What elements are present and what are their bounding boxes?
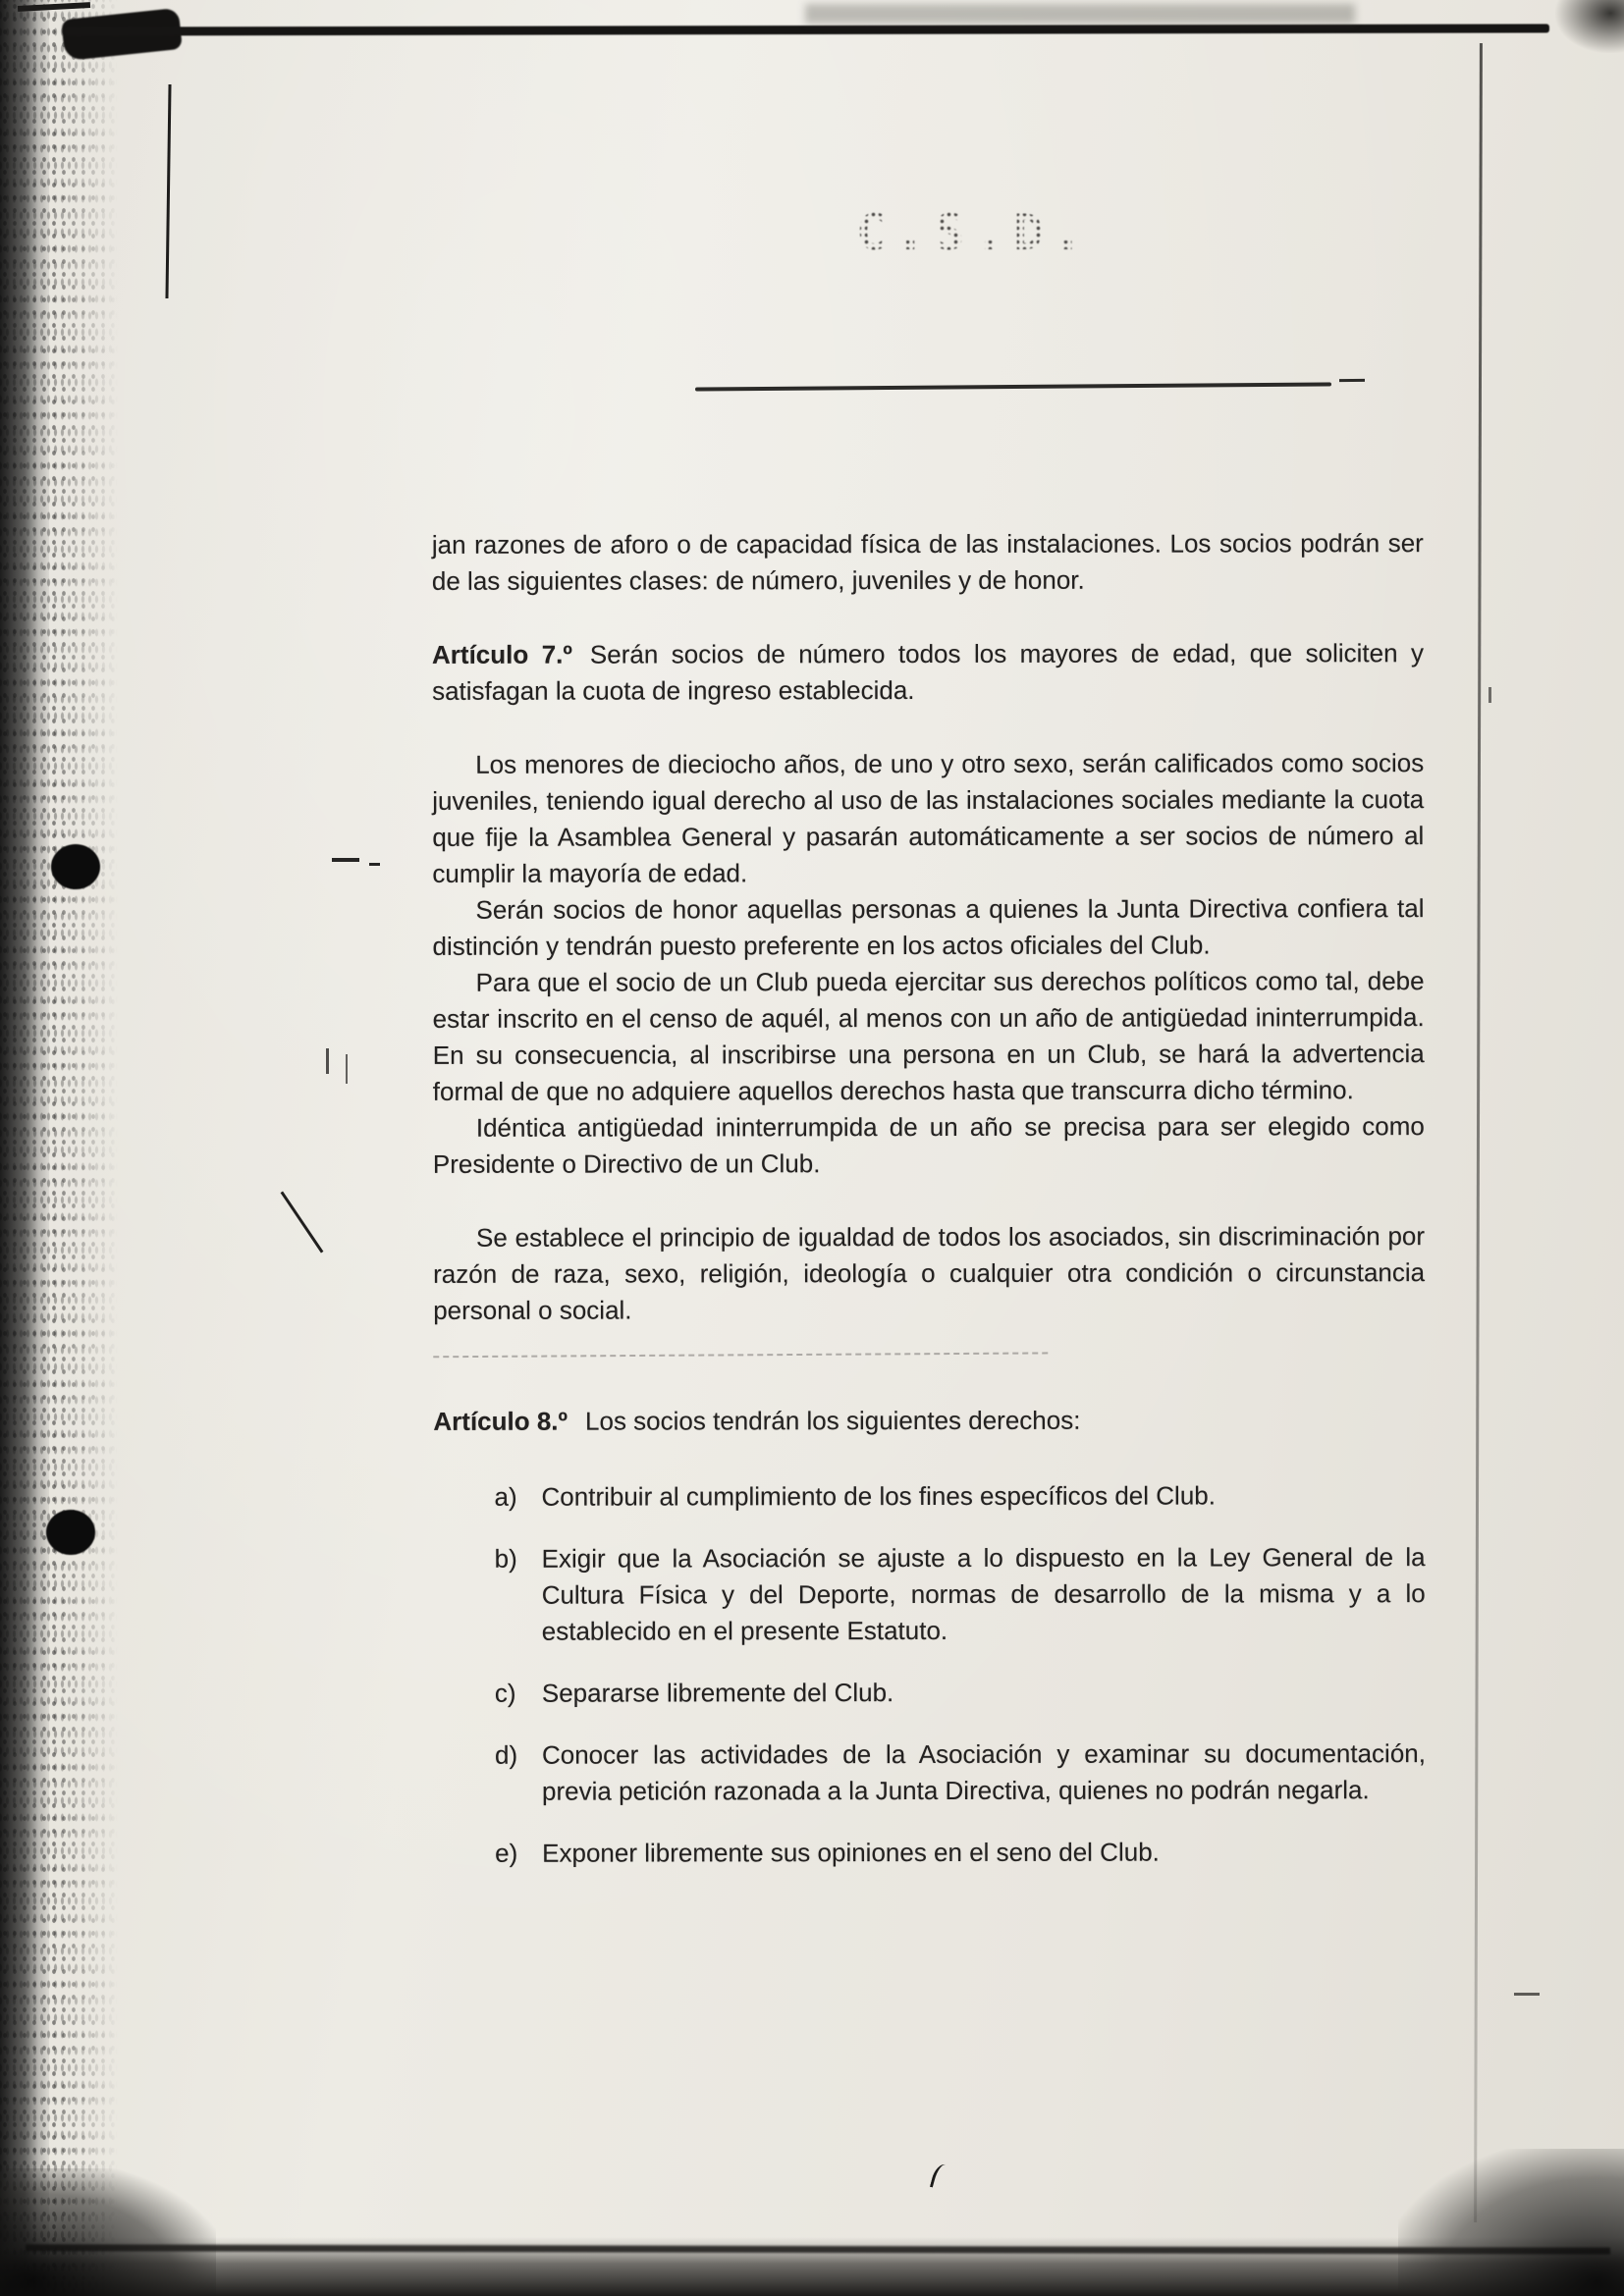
pen-mark-vertical	[165, 84, 171, 298]
list-item-c	[434, 1674, 1426, 1712]
scan-blob-top-left	[61, 8, 183, 61]
list-item-a	[433, 1477, 1425, 1516]
scan-blob-bottom-left	[0, 2168, 216, 2296]
pen-squiggle-mark	[930, 2163, 949, 2191]
list-item-marker: a)	[494, 1481, 517, 1512]
articulo-7-label: Artículo 7.º	[431, 639, 572, 669]
pen-mark-dashes	[332, 858, 359, 862]
margin-mark	[1489, 687, 1491, 703]
list-item-marker: e)	[495, 1838, 518, 1868]
list-item-text: Exigir que la Asociación se ajuste a lo dispuesto en la Ley General de la Cultura Física y del Deporte, normas de desarrollo de la misma y a lo establecido en el presente Estatuto.	[541, 1542, 1426, 1646]
list-item-marker: d)	[494, 1739, 518, 1770]
articulo-8-label: Artículo 8.º	[433, 1406, 568, 1436]
list-item-marker: c)	[494, 1678, 516, 1708]
list-item-d	[434, 1735, 1426, 1810]
scan-noise-top-right	[805, 4, 1355, 24]
margin-dash-mark	[1514, 1993, 1540, 1996]
stamp-underline-dash	[1339, 379, 1365, 382]
list-item-b	[434, 1539, 1426, 1650]
paragraph-intro: jan razones de aforo o de capacidad física de las instalaciones. Los socios podrán ser de las siguientes clases: de número, juveniles y de honor.	[431, 528, 1424, 596]
binder-hole-top	[51, 844, 100, 889]
articulo-8	[433, 1402, 1425, 1440]
list-item-text: Exponer libremente sus opiniones en el seno del Club.	[542, 1837, 1160, 1868]
list-item-e	[434, 1834, 1426, 1872]
paragraph-socios-juveniles: Los menores de dieciocho años, de uno y otro sexo, serán calificados como socios juveniles, teniendo igual derecho al uso de las instalaciones sociales mediante la cuota que fije la Asamblea General y pasarán automáticamente a ser socios de número al cumplir la mayoría de edad.	[432, 748, 1425, 888]
paragraph-censo: Para que el socio de un Club pueda ejercitar sus derechos políticos como tal, debe estar inscrito en el censo de aquél, al menos con un año de antigüedad ininterrumpida. En su consecuencia, al inscribirse una persona en un Club, se hará la advertencia formal de que no adquiere aquellos derechos hasta que transcurra dicho término.	[432, 966, 1425, 1106]
document-body	[432, 525, 1426, 1897]
scan-blob-top-right	[1555, 0, 1624, 53]
articulo-7	[432, 635, 1424, 710]
stamp-underline	[695, 382, 1331, 391]
scan-bottom-line	[26, 2244, 1610, 2254]
scan-edge-left	[0, 0, 49, 2296]
scan-blob-bottom-right	[1398, 2149, 1624, 2296]
scan-page-edge-line	[1474, 43, 1483, 2222]
paragraph-antiguedad: Idéntica antigüedad ininterrumpida de un año se precisa para ser elegido como Presidente o Directivo de un Club.	[432, 1111, 1425, 1179]
list-item-text: Conocer las actividades de la Asociación y examinar su documentación, previa petición razonada a la Junta Directiva, quienes no podrán negarla.	[541, 1738, 1426, 1806]
csd-stamp: C.S.D.	[856, 204, 1093, 261]
pen-tick-mark	[326, 1048, 329, 1074]
pencil-divider-line	[433, 1352, 1048, 1358]
list-item-text: Separarse libremente del Club.	[541, 1678, 894, 1708]
scan-edge-bottom	[0, 2237, 1624, 2296]
pen-tick-mark	[346, 1054, 348, 1084]
scan-mark-top-left	[18, 2, 90, 12]
articulo-7-text: Serán socios de número todos los mayores de edad, que soliciten y satisfagan la cuota de ingreso establecida.	[432, 638, 1425, 706]
scan-edge-top	[65, 24, 1549, 35]
paragraph-socios-honor: Serán socios de honor aquellas personas a quienes la Junta Directiva confiera tal distinción y tendrán puesto preferente en los actos oficiales del Club.	[432, 893, 1425, 961]
articulo-8-text: Los socios tendrán los siguientes derechos:	[584, 1405, 1081, 1436]
scan-edge-left-speckle	[0, 0, 118, 2296]
list-derechos	[433, 1477, 1426, 1872]
binder-hole-bottom	[46, 1510, 95, 1555]
paragraph-igualdad: Se establece el principio de igualdad de todos los asociados, sin discriminación por razón de raza, sexo, religión, ideología o cualquier otra condición o circunstancia personal o social.	[433, 1221, 1426, 1325]
list-item-marker: b)	[494, 1543, 517, 1574]
list-item-text: Contribuir al cumplimiento de los fines específicos del Club.	[541, 1480, 1216, 1512]
pen-mark-backslash	[281, 1191, 324, 1253]
